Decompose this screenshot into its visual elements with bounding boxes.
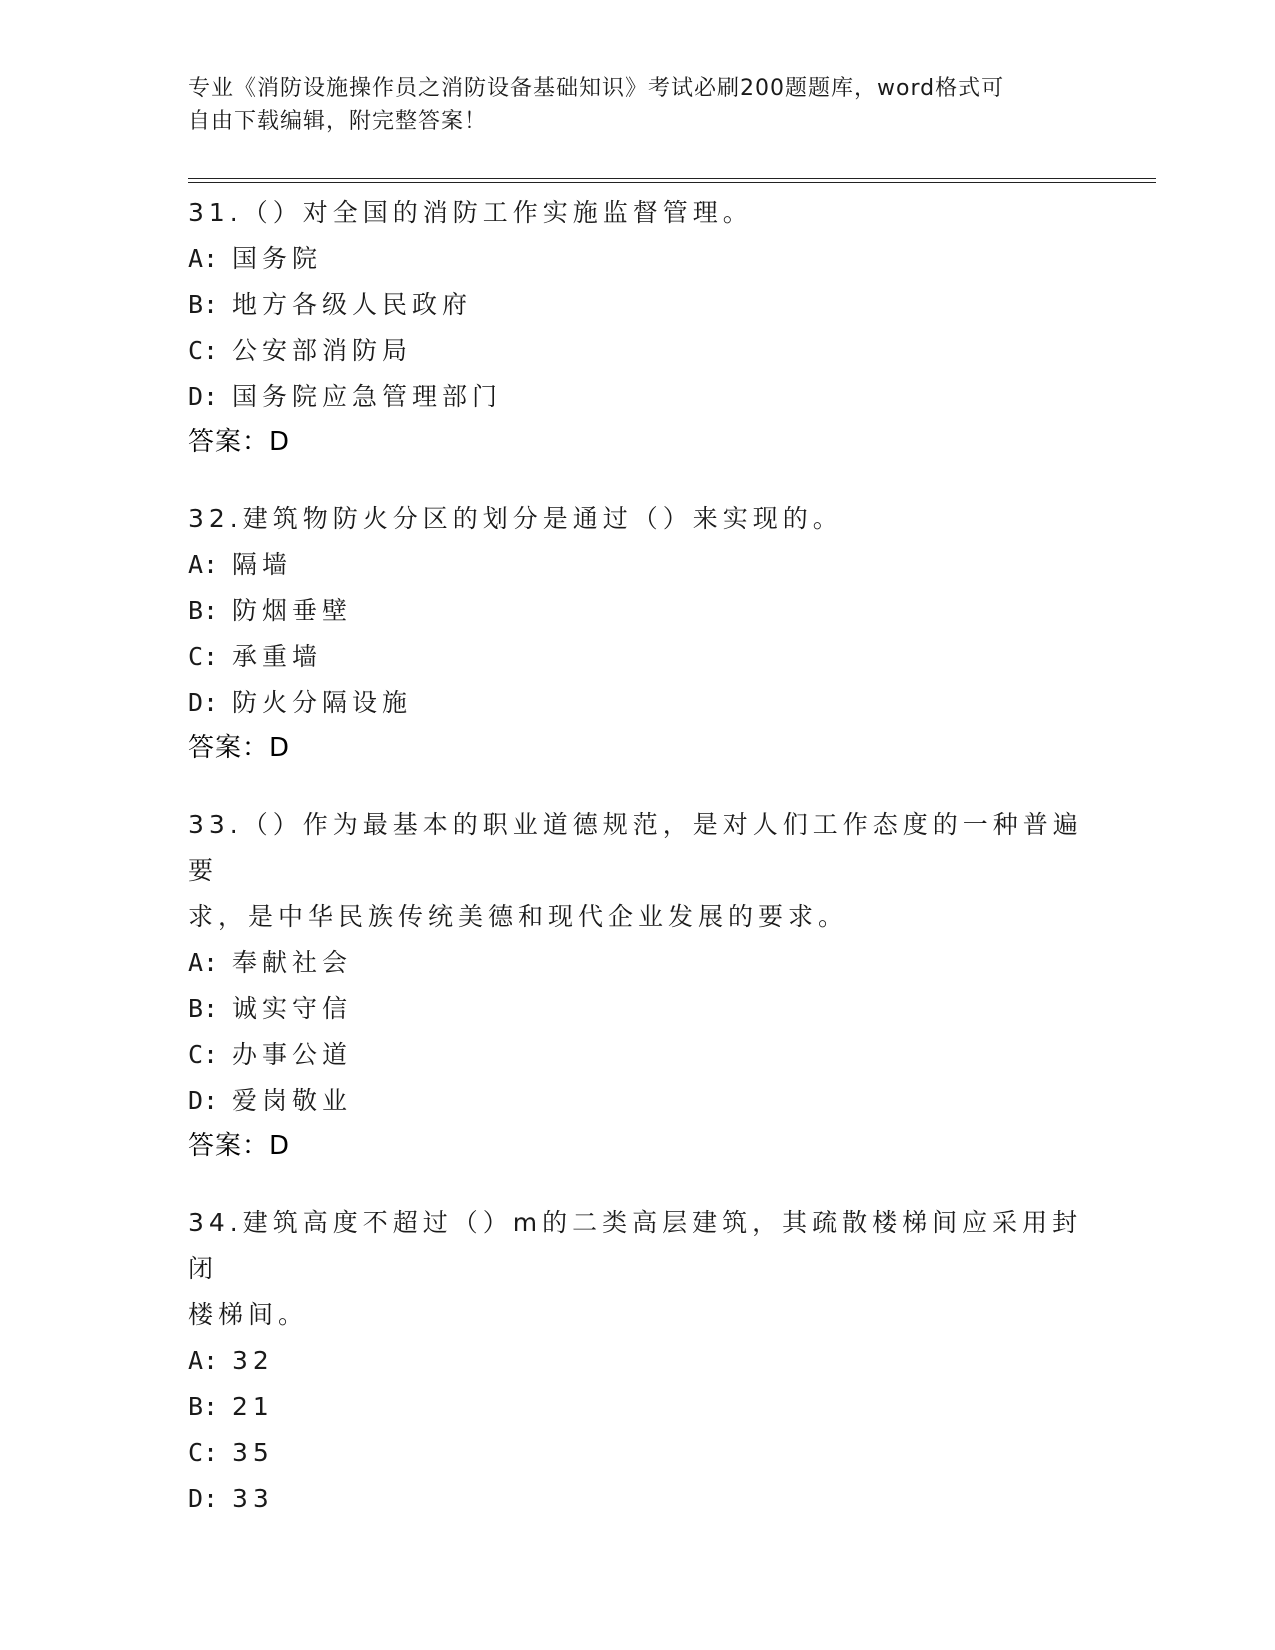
question-text: 楼梯间。: [188, 1300, 309, 1329]
option-key: A:: [188, 550, 219, 579]
answer-option: [188, 1476, 1088, 1522]
option-text: 21: [232, 1392, 274, 1421]
question-text: 33.（）作为最基本的职业道德规范，是对人们工作态度的一种普遍要: [188, 810, 1083, 885]
header-line-1: 专业《消防设施操作员之消防设备基础知识》考试必刷200题题库，word格式可: [188, 76, 1005, 101]
option-text: 防烟垂壁: [232, 596, 353, 625]
answer-option: [188, 1384, 1088, 1430]
option-key: D:: [188, 1484, 219, 1513]
option-text: 公安部消防局: [232, 336, 413, 365]
answer-option: [188, 374, 1088, 420]
option-key: C:: [188, 1438, 219, 1467]
option-text: 奉献社会: [232, 948, 353, 977]
document-header: [188, 72, 1068, 138]
answer-option: [188, 634, 1088, 680]
option-key: C:: [188, 642, 219, 671]
header-line-2: 自由下载编辑，附完整答案！: [188, 109, 488, 134]
answer-option: [188, 328, 1088, 374]
question-text: 求，是中华民族传统美德和现代企业发展的要求。: [188, 902, 849, 931]
question-list: [188, 190, 1088, 1554]
answer-option: [188, 680, 1088, 726]
option-text: 33: [232, 1484, 274, 1513]
question-text: 31.（）对全国的消防工作实施监督管理。: [188, 198, 753, 227]
answer-option: [188, 986, 1088, 1032]
answer-option: [188, 1078, 1088, 1124]
header-divider-top: [188, 178, 1156, 179]
question-block: [188, 190, 1088, 464]
option-text: 32: [232, 1346, 274, 1375]
option-key: A:: [188, 1346, 219, 1375]
answer-line: 答案：D: [188, 427, 291, 457]
question-block: [188, 496, 1088, 770]
question-block: [188, 1200, 1088, 1522]
answer-option: [188, 282, 1088, 328]
answer-option: [188, 940, 1088, 986]
answer-option: [188, 588, 1088, 634]
question-text: 34.建筑高度不超过（）m的二类高层建筑，其疏散楼梯间应采用封闭: [188, 1208, 1083, 1283]
option-key: D:: [188, 1086, 219, 1115]
answer-option: [188, 1338, 1088, 1384]
option-key: D:: [188, 688, 219, 717]
answer-option: [188, 1430, 1088, 1476]
option-key: B:: [188, 596, 219, 625]
answer-option: [188, 542, 1088, 588]
option-text: 隔墙: [232, 550, 293, 579]
option-text: 国务院应急管理部门: [232, 382, 503, 411]
option-key: B:: [188, 1392, 219, 1421]
option-key: A:: [188, 948, 219, 977]
option-key: C:: [188, 1040, 219, 1069]
option-key: B:: [188, 994, 219, 1023]
question-text: 32.建筑物防火分区的划分是通过（）来实现的。: [188, 504, 843, 533]
option-text: 国务院: [232, 244, 323, 273]
option-text: 地方各级人民政府: [232, 290, 473, 319]
question-block: [188, 802, 1088, 1168]
option-key: C:: [188, 336, 219, 365]
option-text: 防火分隔设施: [232, 688, 413, 717]
option-text: 诚实守信: [232, 994, 353, 1023]
answer-option: [188, 1032, 1088, 1078]
header-divider-bottom: [188, 182, 1156, 183]
answer-line: 答案：D: [188, 1131, 291, 1161]
option-text: 爱岗敬业: [232, 1086, 353, 1115]
option-text: 办事公道: [232, 1040, 353, 1069]
option-key: A:: [188, 244, 219, 273]
answer-option: [188, 236, 1088, 282]
answer-line: 答案：D: [188, 733, 291, 763]
option-text: 35: [232, 1438, 274, 1467]
option-text: 承重墙: [232, 642, 323, 671]
option-key: B:: [188, 290, 219, 319]
option-key: D:: [188, 382, 219, 411]
